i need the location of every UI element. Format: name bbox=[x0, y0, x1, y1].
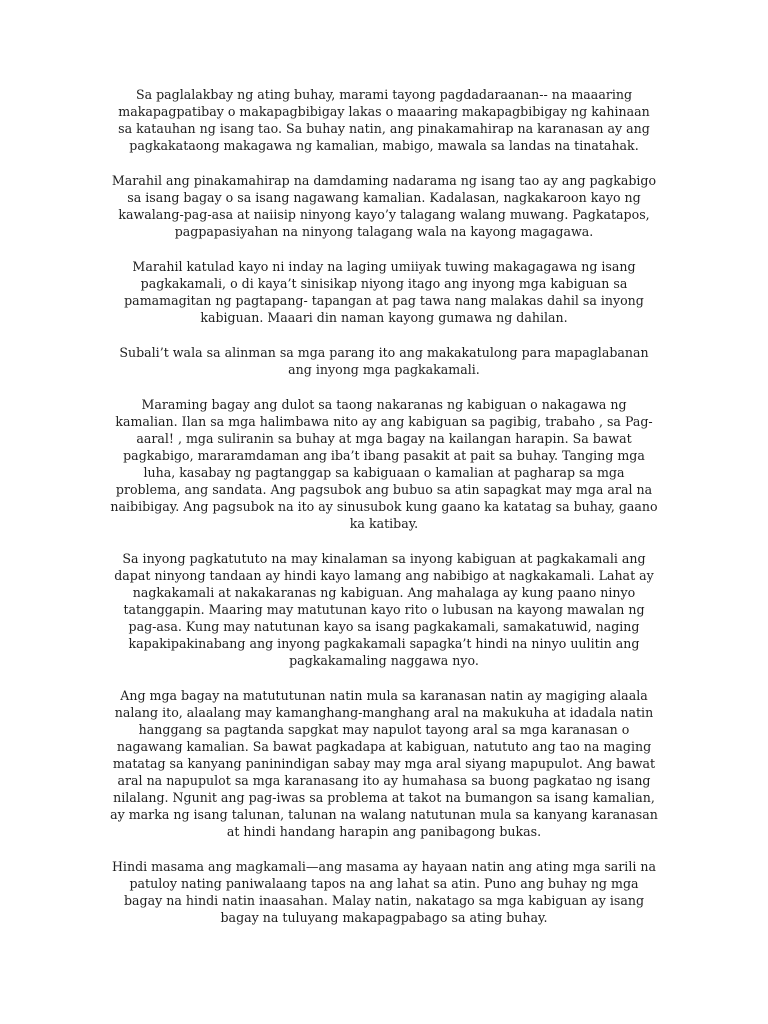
paragraph-4: Subali’t wala sa alinman sa mga parang ito ang makakatulong para mapaglabanan ang inyong mga pagkakamali. bbox=[119, 345, 649, 377]
paragraph-2: Marahil ang pinakamahirap na damdaming nadarama ng isang tao ay ang pagkabigo sa isang bagay o sa isang nagawang kamalian. Kadalasan, nagkakaroon kayo ng kawalang-pag-asa at naiisip ninyong kayo’y talagang walang muwang. Pagkatapos, pagpapasiyahan na ninyong talagang wala na kayong magagawa. bbox=[111, 173, 657, 239]
paragraph-8: Hindi masama ang magkamali—ang masama ay hayaan natin ang ating mga sarili na patuloy nating paniwalaang tapos na ang lahat sa atin. Puno ang buhay ng mga bagay na hindi natin inaasahan. Malay natin, nakatago sa mga kabiguan ay isang bagay na tuluyang makapagpabago sa ating buhay. bbox=[111, 859, 657, 925]
paragraph-7: Ang mga bagay na matututunan natin mula sa karanasan natin ay magiging alaala nalang ito, alaalang may kamanghang-manghang aral na makukuha at idadala natin hanggang sa pagtanda sapgkat may napulot tayong aral sa mga karanasan o nagawang kamalian. Sa bawat pagkadapa at kabiguan, natututo ang tao na maging matatag sa kanyang paninindigan sabay may mga aral siyang mapupulot. Ang bawat aral na napupulot sa mga karanasang ito ay humahasa sa buong pagkatao ng isang nilalang. Ngunit ang pag-iwas sa problema at takot na bumangon sa isang kamalian, ay marka ng isang talunan, talunan na walang natutunan mula sa kanyang karanasan at hindi handang harapin ang panibagong bukas. bbox=[110, 688, 658, 839]
paragraph-3: Marahil katulad kayo ni inday na laging umiiyak tuwing makagagawa ng isang pagkakamali, o di kaya’t sinisikap niyong itago ang inyong mga kabiguan sa pamamagitan ng pagtapang- tapangan at pag tawa nang malakas dahil sa inyong kabiguan. Maaari din naman kayong gumawa ng dahilan. bbox=[124, 259, 644, 325]
document-body bbox=[110, 86, 658, 944]
paragraph-5: Maraming bagay ang dulot sa taong nakaranas ng kabiguan o nakagawa ng kamalian. Ilan sa mga halimbawa nito ay ang kabiguan sa pagibig, trabaho , sa Pag-aaral! , mga suliranin sa buhay at mga bagay na kailangan harapin. Sa bawat pagkabigo, mararamdaman ang iba’t ibang pasakit at pait sa buhay. Tanging mga luha, kasabay ng pagtanggap sa kabiguaan o kamalian at pagharap sa mga problema, ang sandata. Ang pagsubok ang bubuo sa atin sapagkat may mga aral na naibibigay. Ang pagsubok na ito ay sinusubok kung gaano ka katatag sa buhay, gaano ka katibay. bbox=[110, 397, 658, 531]
paragraph-6: Sa inyong pagkatututo na may kinalaman sa inyong kabiguan at pagkakamali ang dapat ninyong tandaan ay hindi kayo lamang ang nabibigo at nagkakamali. Lahat ay nagkakamali at nakakaranas ng kabiguan. Ang mahalaga ay kung paano ninyo tatanggapin. Maaring may matutunan kayo rito o lubusan na kayong mawalan ng pag-asa. Kung may natutunan kayo sa isang pagkakamali, samakatuwid, naging kapakipakinabang ang inyong pagkakamali sapagka’t hindi na ninyo uulitin ang pagkakamaling naggawa nyo. bbox=[114, 551, 654, 668]
paragraph-1: Sa paglalakbay ng ating buhay, marami tayong pagdadaraanan-- na maaaring makapagpatibay o makapagbibigay lakas o maaaring makapagbibigay ng kahinaan sa katauhan ng isang tao. Sa buhay natin, ang pinakamahirap na karanasan ay ang pagkakataong makagawa ng kamalian, mabigo, mawala sa landas na tinatahak. bbox=[118, 87, 650, 153]
